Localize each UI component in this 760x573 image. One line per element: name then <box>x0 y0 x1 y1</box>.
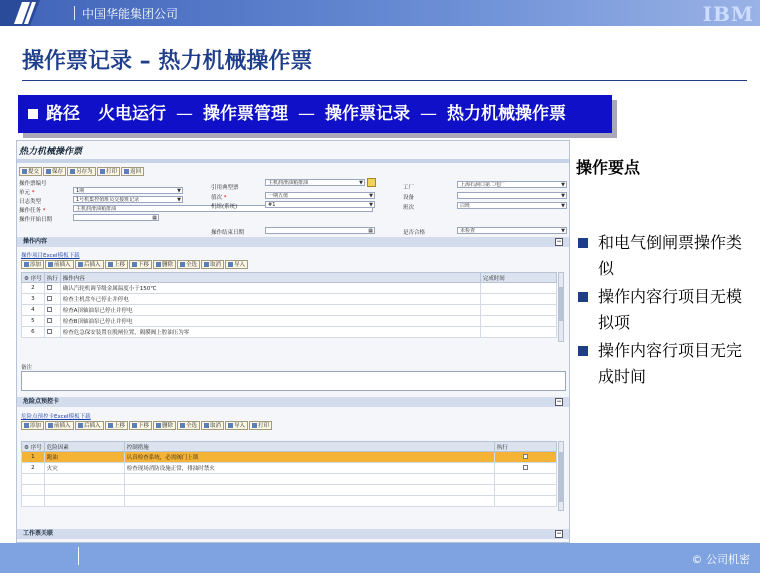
risk-table-scrollbar[interactable] <box>558 441 564 511</box>
path-separator: — <box>176 104 193 124</box>
chevron-down-icon: ▼ <box>561 203 565 209</box>
column-header: ⚙ 序号 <box>22 442 45 452</box>
submit-button[interactable]: 提交 <box>19 167 42 176</box>
unit-system-label: 机组(系统) <box>211 204 238 210</box>
content-template-link[interactable]: 操作项目Excel模板下载 <box>21 253 80 259</box>
status-label: 班次 <box>403 205 415 211</box>
column-header: 完成时间 <box>480 273 556 283</box>
execute-checkbox[interactable] <box>47 329 52 334</box>
execute-checkbox[interactable] <box>47 318 52 323</box>
collapse-icon[interactable]: − <box>556 530 562 537</box>
content-move-up-button[interactable]: 上移 <box>105 260 128 269</box>
content-move-down-button[interactable]: 下移 <box>129 260 152 269</box>
arrow-down-icon <box>132 423 137 428</box>
risk-delete-button[interactable]: 删除 <box>153 421 176 430</box>
table-row[interactable] <box>22 496 557 507</box>
calendar-icon[interactable]: ▦ <box>152 215 157 221</box>
column-header: ⚙ 序号 <box>22 273 45 283</box>
brand-mark-icon <box>0 0 40 26</box>
execute-checkbox[interactable] <box>47 307 52 312</box>
risk-cancel-button[interactable]: 取消 <box>201 421 224 430</box>
content-delete-button[interactable]: 删除 <box>153 260 176 269</box>
qualified-label: 是否合格 <box>403 230 426 236</box>
slide-title: 操作票记录 – 热力机械操作票 <box>22 49 313 74</box>
path-banner <box>18 95 612 133</box>
content-table <box>21 272 557 338</box>
device-label: 设备 <box>403 195 415 201</box>
app-screenshot <box>16 140 570 543</box>
delete-icon <box>156 423 161 428</box>
key-points-heading: 操作要点 <box>576 158 641 177</box>
printer-icon <box>100 169 105 174</box>
path-item: 操作票管理 <box>203 104 288 124</box>
unit-label: 单元 * <box>19 190 35 196</box>
top-bar <box>0 0 760 26</box>
content-table-scrollbar[interactable] <box>558 272 564 342</box>
chevron-down-icon: ▼ <box>561 228 565 234</box>
printer-icon <box>252 423 257 428</box>
title-divider <box>22 80 747 81</box>
print-button[interactable]: 打印 <box>97 167 120 176</box>
company-name: 中国华能集团公司 <box>82 7 179 21</box>
check-icon <box>22 169 27 174</box>
back-arrow-icon <box>124 169 129 174</box>
arrow-down-icon <box>132 262 137 267</box>
remark-label: 备注 <box>21 365 33 371</box>
start-date-input[interactable] <box>73 214 159 221</box>
plant-label: 工厂 <box>403 185 415 191</box>
unit-select[interactable]: 1期 ▼ <box>73 187 183 194</box>
execute-checkbox[interactable] <box>523 454 528 459</box>
arrow-up-icon <box>108 423 113 428</box>
unit-system-select[interactable]: #1 ▼ <box>265 201 375 208</box>
collapse-icon[interactable]: − <box>556 398 562 405</box>
ticket-no-label: 操作票编号 <box>19 181 47 187</box>
column-header: 控制措施 <box>124 442 494 452</box>
qualified-select[interactable]: 未检查 ▼ <box>457 227 567 234</box>
app-title: 热力机械操作票 <box>19 147 83 157</box>
risk-table <box>21 441 557 507</box>
cancel-icon <box>204 423 209 428</box>
key-point: 和电气倒闸票操作类似 <box>578 230 756 282</box>
table-row[interactable] <box>22 485 557 496</box>
path-label: 路径 <box>46 104 80 124</box>
column-header: 危险因素 <box>44 442 124 452</box>
chevron-down-icon: ▼ <box>177 188 181 194</box>
add-icon <box>24 262 29 267</box>
content-table-header <box>22 273 557 283</box>
insert-after-icon <box>78 423 83 428</box>
lookup-button[interactable] <box>367 178 376 187</box>
table-row[interactable]: 5 检查B顶轴油泵已停止并停电 <box>22 316 557 327</box>
risk-print-button[interactable]: 打印 <box>249 421 272 430</box>
save-button[interactable]: 保存 <box>43 167 66 176</box>
key-points-list <box>578 230 756 392</box>
calendar-icon[interactable]: ▦ <box>368 228 373 234</box>
key-point: 操作内容行项目无完成时间 <box>578 338 756 390</box>
path-item: 热力机械操作票 <box>447 104 566 124</box>
chevron-down-icon: ▼ <box>561 182 565 188</box>
table-row[interactable]: 1 跑油 认真检查系统，必需阀门上锁 <box>22 452 557 463</box>
cancel-icon <box>204 262 209 267</box>
header-divider <box>74 6 75 20</box>
settings-icon[interactable]: ⚙ <box>24 444 29 451</box>
risk-select-all-button[interactable]: 全选 <box>177 421 200 430</box>
import-icon <box>228 262 233 267</box>
shift-label: 值次 * <box>211 195 227 201</box>
risk-table-header <box>22 442 557 452</box>
chevron-down-icon: ▼ <box>177 197 181 203</box>
square-bullet-icon <box>28 109 38 119</box>
confidential-note: © 公司机密 <box>691 553 750 566</box>
content-section-header: 操作内容 − <box>17 237 569 247</box>
task-input[interactable]: 主机润滑油箱排油 <box>73 205 373 212</box>
risk-add-button[interactable]: 添加 <box>21 421 44 430</box>
key-point: 操作内容行项目无模拟项 <box>578 284 756 336</box>
insert-before-icon <box>48 423 53 428</box>
chevron-down-icon: ▼ <box>561 193 565 199</box>
add-icon <box>24 423 29 428</box>
arrow-up-icon <box>108 262 113 267</box>
work-ticket-section-header: 工作票关联 − <box>17 529 569 539</box>
settings-icon[interactable]: ⚙ <box>24 275 29 282</box>
plant-select[interactable]: 上海石洞口第二电厂 ▼ <box>457 181 567 188</box>
remark-textarea[interactable] <box>21 371 566 391</box>
execute-checkbox[interactable] <box>523 465 528 470</box>
select-all-icon <box>180 423 185 428</box>
select-all-icon <box>180 262 185 267</box>
risk-insert-after-button[interactable]: 后插入 <box>75 421 104 430</box>
end-date-label: 操作结束日期 <box>211 230 245 236</box>
device-select[interactable] <box>457 192 567 199</box>
risk-move-up-button[interactable]: 上移 <box>105 421 128 430</box>
content-insert-after-button[interactable]: 后插入 <box>75 260 104 269</box>
end-date-input[interactable] <box>265 227 375 234</box>
risk-section-header: 危险点预控卡 − <box>17 397 569 407</box>
table-row[interactable] <box>22 474 557 485</box>
log-type-select[interactable]: 1号机集控值班员交接班记录 ▼ <box>73 196 183 203</box>
content-insert-before-button[interactable]: 前插入 <box>45 260 74 269</box>
insert-after-icon <box>78 262 83 267</box>
risk-import-button[interactable]: 导入 <box>225 421 248 430</box>
table-row[interactable]: 2 确认汽轮机调节级金属温度小于150℃ <box>22 283 557 294</box>
path-separator: — <box>298 104 315 124</box>
execute-checkbox[interactable] <box>47 285 52 290</box>
column-header: 执行 <box>494 442 556 452</box>
risk-insert-before-button[interactable]: 前插入 <box>45 421 74 430</box>
table-row[interactable]: 3 检查主机盘车已停止并停电 <box>22 294 557 305</box>
table-row[interactable]: 2 火灾 检查现场消防设施正常，排油时禁火 <box>22 463 557 474</box>
ref-type-select[interactable]: 主机润滑油箱排油 ▼ <box>265 179 365 186</box>
column-header: 执行 <box>44 273 60 283</box>
save-as-button[interactable]: 另存为 <box>67 167 96 176</box>
column-header: 操作内容 <box>60 273 480 283</box>
risk-template-link[interactable]: 危险点预控卡Excel模板下载 <box>21 414 91 420</box>
execute-checkbox[interactable] <box>47 296 52 301</box>
title-band <box>17 159 569 163</box>
delete-icon <box>156 262 161 267</box>
start-date-label: 操作开始日期 <box>19 217 53 223</box>
table-row[interactable]: 6 检查危急保安装置在脱闸位置，隔膜阀上腔油压为零 <box>22 327 557 338</box>
chevron-down-icon: ▼ <box>359 180 363 186</box>
content-cancel-button[interactable]: 取消 <box>201 260 224 269</box>
insert-before-icon <box>48 262 53 267</box>
content-add-button[interactable]: 添加 <box>21 260 44 269</box>
path-item: 操作票记录 <box>325 104 410 124</box>
log-type-label: 日志类型 <box>19 199 42 205</box>
chevron-down-icon: ▼ <box>369 193 373 199</box>
content-select-all-button[interactable]: 全选 <box>177 260 200 269</box>
footer-bar <box>0 543 760 573</box>
content-import-button[interactable]: 导入 <box>225 260 248 269</box>
disk-icon <box>46 169 51 174</box>
back-button[interactable]: 返回 <box>121 167 144 176</box>
table-row[interactable]: 4 检查A顶轴油泵已停止并停电 <box>22 305 557 316</box>
path-separator: — <box>420 104 437 124</box>
ref-type-label: 引用典型票 <box>211 185 239 191</box>
collapse-icon[interactable]: − <box>556 238 562 245</box>
shift-select[interactable]: 一期五值 ▼ <box>265 192 375 199</box>
risk-move-down-button[interactable]: 下移 <box>129 421 152 430</box>
import-icon <box>228 423 233 428</box>
task-label: 操作任务 * <box>19 208 46 214</box>
chevron-down-icon: ▼ <box>369 202 373 208</box>
status-select[interactable]: 白班 ▼ <box>457 202 567 209</box>
footer-divider <box>78 547 79 565</box>
save-as-icon <box>70 169 75 174</box>
path-item: 火电运行 <box>98 104 166 124</box>
ibm-logo: IBM <box>702 2 754 26</box>
